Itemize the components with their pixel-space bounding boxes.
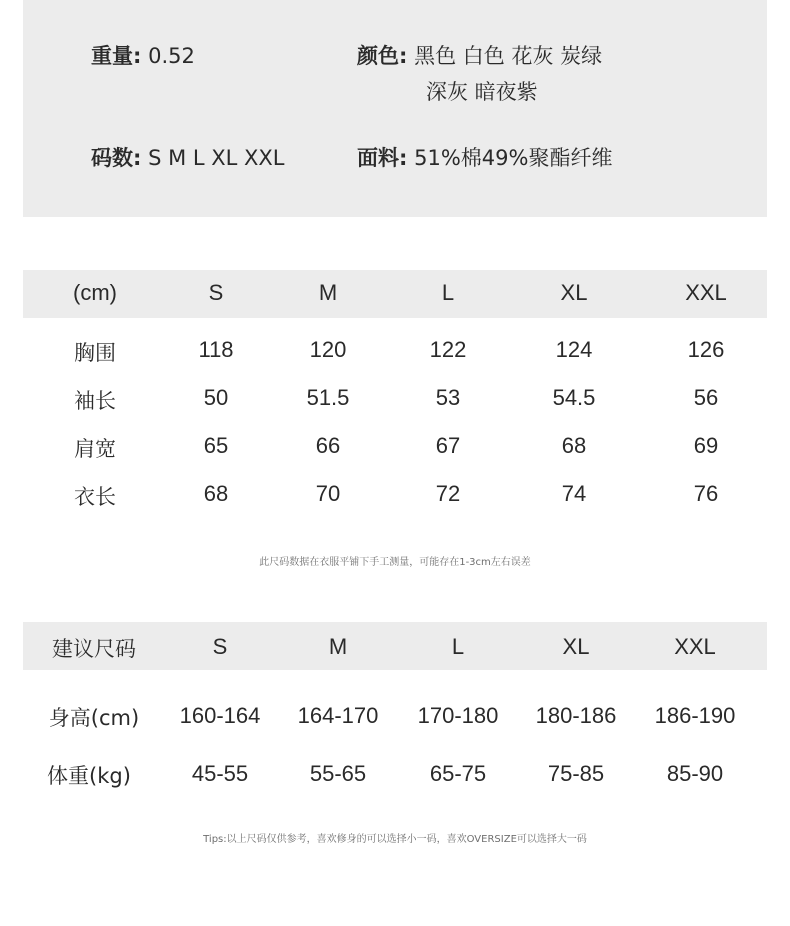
table-cell: 74: [561, 481, 587, 506]
table-cell: 75-85: [547, 761, 605, 786]
table-row-label: 身高(cm): [48, 706, 140, 730]
table-cell: 53: [435, 385, 461, 410]
table-cell: 122: [429, 337, 467, 362]
table-cell: 124: [555, 337, 593, 362]
weight-label: 重量:: [91, 44, 142, 68]
table-cell: 56: [693, 385, 719, 410]
weight-value: 0.52: [148, 44, 195, 68]
fabric-info: [357, 143, 612, 173]
table-cell: 65-75: [429, 761, 487, 786]
measure-table-header: [23, 270, 767, 318]
suggest-header-xl: XL: [562, 634, 590, 659]
color-info: [357, 41, 602, 71]
suggest-header-s: S: [212, 634, 228, 659]
table-cell: 85-90: [666, 761, 724, 786]
measure-header-l: L: [441, 280, 455, 305]
weight-info: [91, 41, 195, 71]
table-cell: 72: [435, 481, 461, 506]
suggest-header-xxl: XXL: [674, 634, 716, 659]
table-row-label: 肩宽: [74, 437, 116, 461]
table-cell: 76: [693, 481, 719, 506]
table-cell: 70: [315, 481, 341, 506]
table-cell: 68: [561, 433, 587, 458]
table-cell: 164-170: [297, 703, 379, 728]
suggest-header-m: M: [328, 634, 348, 659]
table-cell: 126: [687, 337, 725, 362]
table-cell: 160-164: [179, 703, 261, 728]
product-info-panel: [23, 0, 767, 217]
table-cell: 45-55: [191, 761, 249, 786]
color-options-line2: 深灰 暗夜紫: [426, 80, 538, 104]
measure-header-m: M: [318, 280, 338, 305]
table-cell: 55-65: [309, 761, 367, 786]
table-cell: 51.5: [306, 385, 350, 410]
fabric-value: 51%棉49%聚酯纤维: [414, 146, 613, 170]
table-cell: 120: [309, 337, 347, 362]
table-cell: 66: [315, 433, 341, 458]
table-cell: 180-186: [535, 703, 617, 728]
sizes-value: S M L XL XXL: [148, 146, 285, 170]
color-options-line2-wrap: [426, 77, 538, 107]
table-row-label: 衣长: [74, 485, 116, 509]
fabric-label: 面料:: [357, 146, 408, 170]
table-cell: 68: [203, 481, 229, 506]
sizes-label: 码数:: [91, 146, 142, 170]
color-label: 颜色:: [357, 44, 408, 68]
table-cell: 186-190: [654, 703, 736, 728]
table-row-label: 袖长: [74, 389, 116, 413]
table-row-label: 体重(kg): [47, 764, 131, 788]
color-options-line1: 黑色 白色 花灰 炭绿: [414, 44, 603, 68]
table-cell: 65: [203, 433, 229, 458]
table-cell: 118: [198, 337, 234, 362]
sizes-info: [91, 143, 285, 173]
suggest-header-label: 建议尺码: [52, 637, 136, 661]
measure-header-xxl: XXL: [685, 280, 727, 305]
table-cell: 54.5: [552, 385, 596, 410]
size-tips-note: Tips:以上尺码仅供参考，喜欢修身的可以选择小一码，喜欢OVERSIZE可以选择大一码: [203, 834, 587, 845]
table-cell: 170-180: [417, 703, 499, 728]
measure-header-xl: XL: [560, 280, 588, 305]
measure-note: 此尺码数据在衣服平铺下手工测量，可能存在1-3cm左右误差: [259, 557, 531, 568]
table-cell: 67: [435, 433, 461, 458]
table-cell: 69: [693, 433, 719, 458]
measure-header-unit: (cm): [73, 280, 117, 305]
table-row-label: 胸围: [74, 341, 116, 365]
measure-header-s: S: [208, 280, 224, 305]
suggest-header-l: L: [451, 634, 465, 659]
table-cell: 50: [203, 385, 229, 410]
